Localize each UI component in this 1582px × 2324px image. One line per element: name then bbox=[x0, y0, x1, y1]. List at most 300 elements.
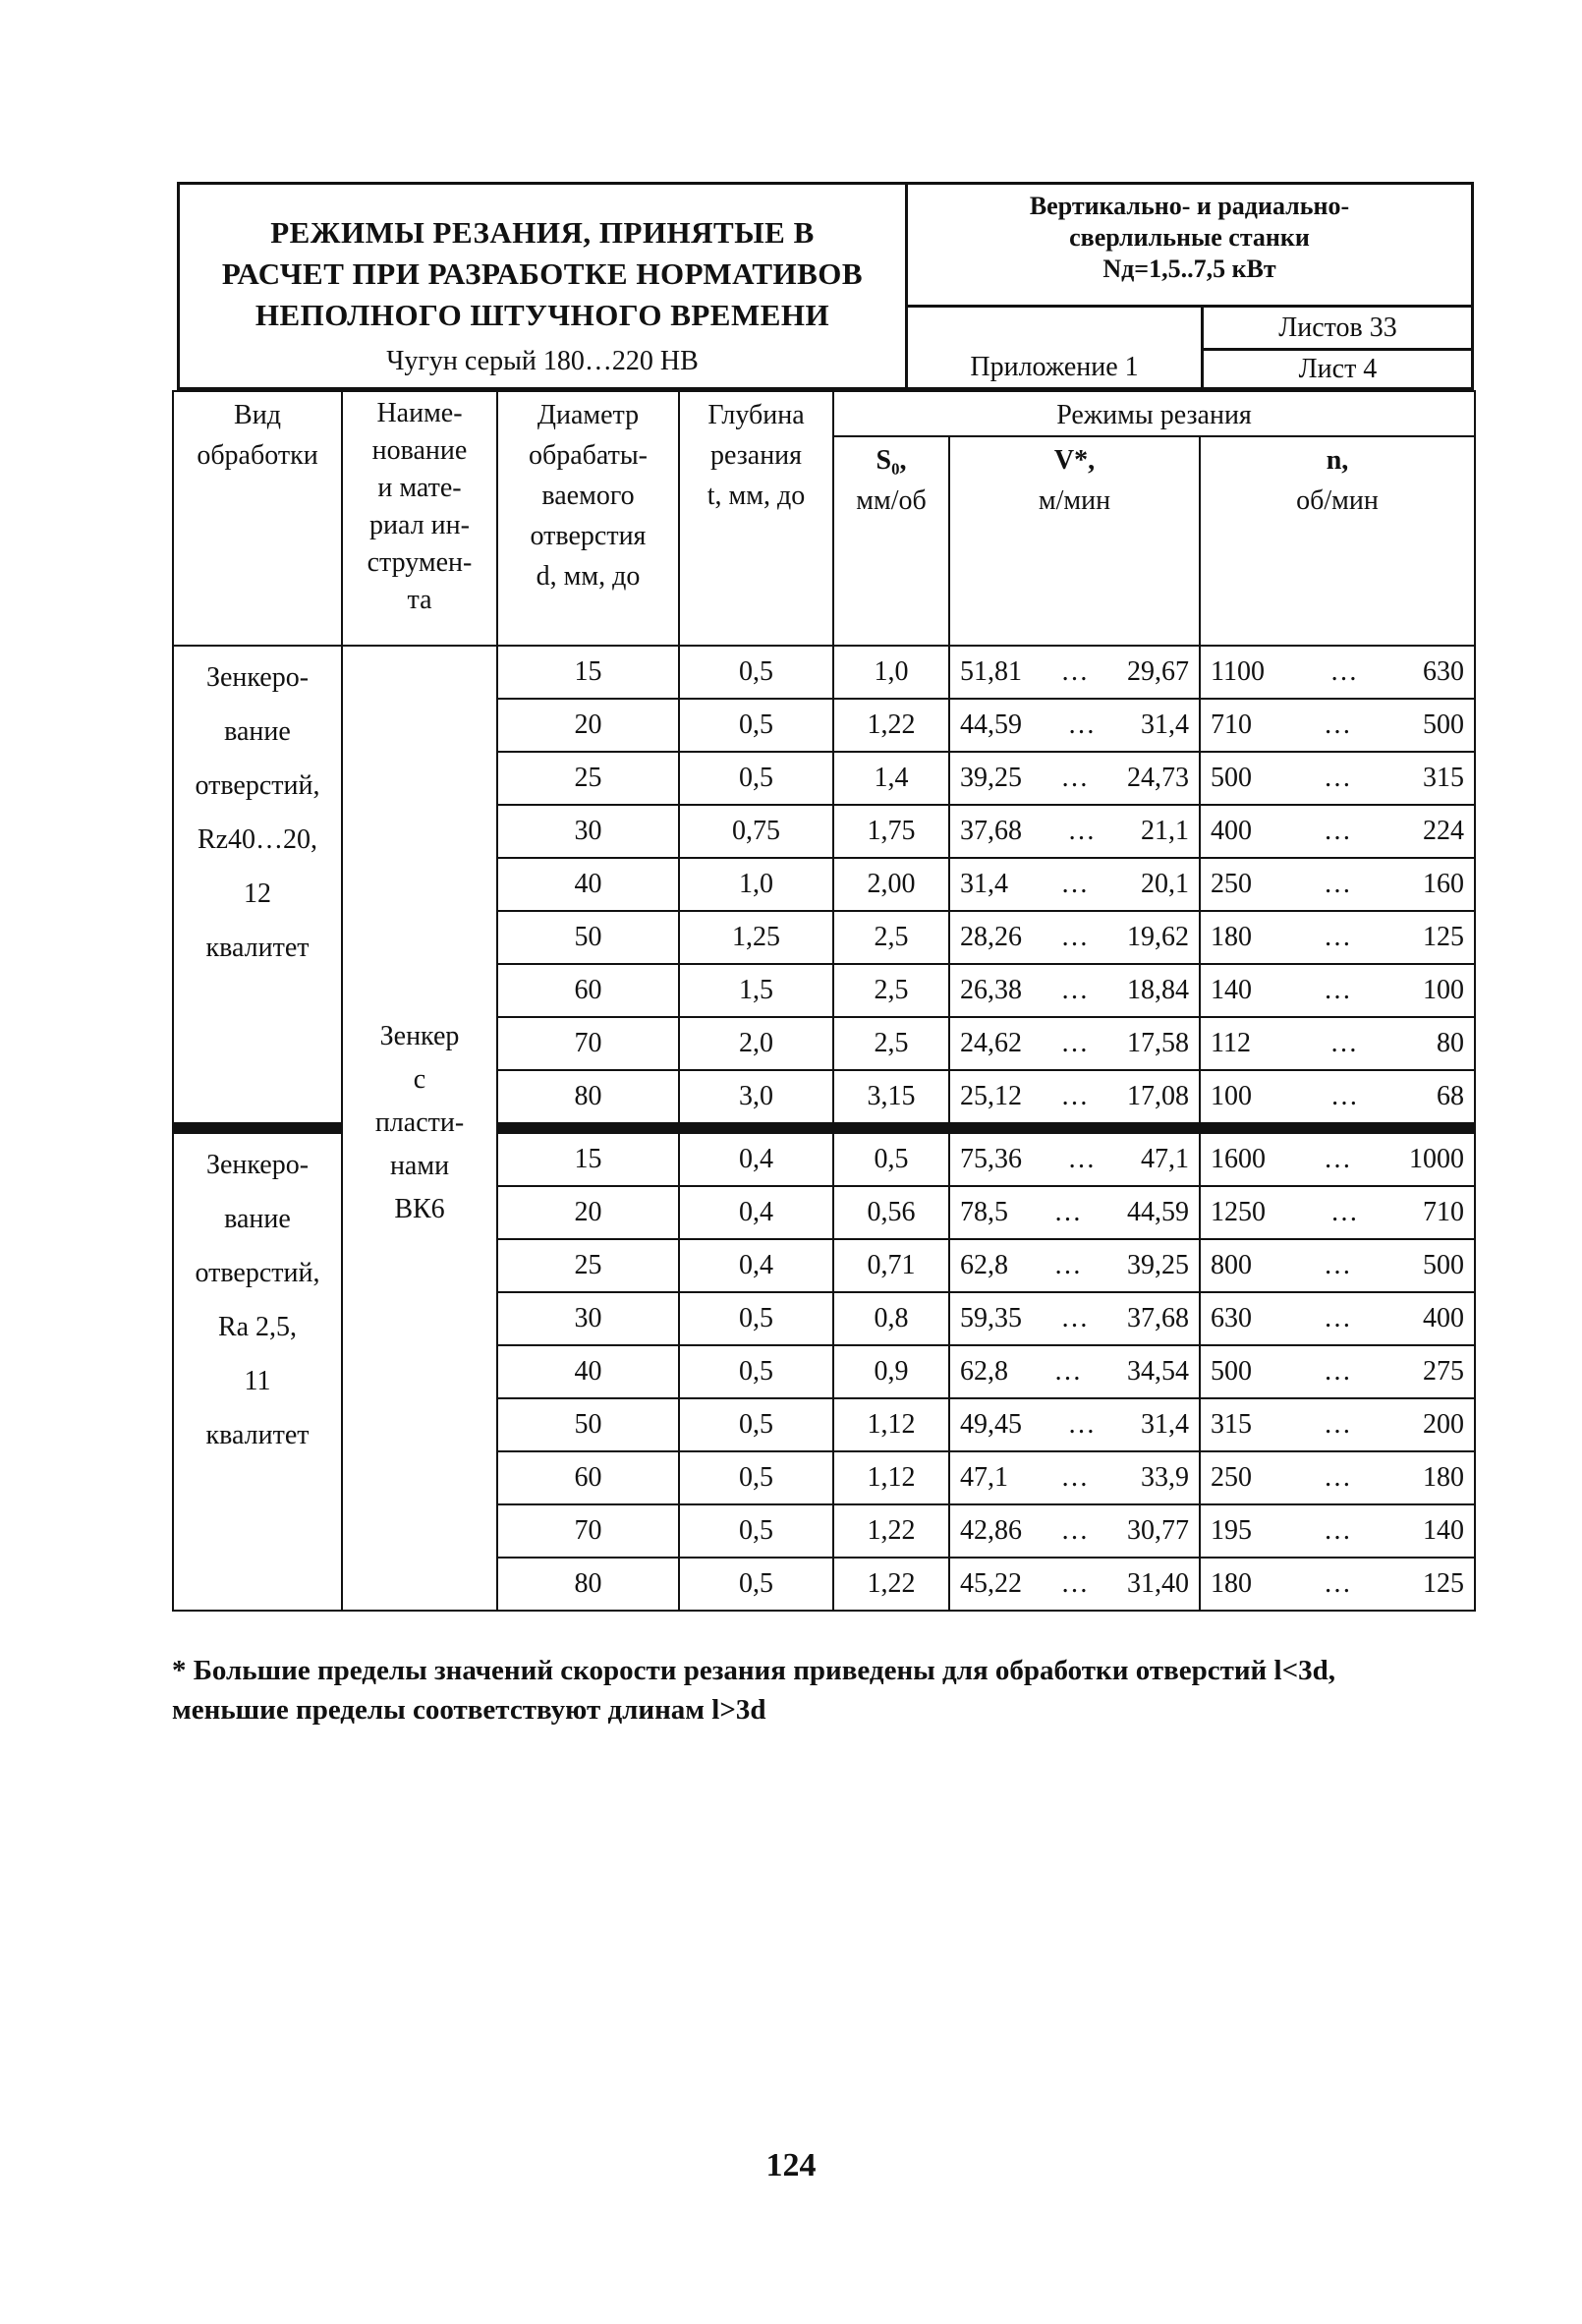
footnote-line: * Большие пределы значений скорости резания приведены для обработки отверстий l<3d, bbox=[172, 1655, 1335, 1686]
separator-cell bbox=[173, 1123, 342, 1133]
tool-line: с bbox=[413, 1064, 426, 1095]
range-dots: … bbox=[1324, 709, 1352, 740]
cell-feed: 1,22 bbox=[833, 1558, 949, 1611]
range-dots: … bbox=[1053, 1356, 1082, 1387]
range-dots: … bbox=[1060, 1515, 1089, 1546]
range-min: 630 bbox=[1211, 1303, 1252, 1333]
vid-line: отверстий, bbox=[195, 1258, 320, 1288]
cell-feed: 2,5 bbox=[833, 1017, 949, 1070]
vid-line: 12 bbox=[244, 879, 271, 909]
sheet-number: Лист 4 bbox=[1298, 354, 1378, 384]
vid-line: Зенкеро- bbox=[205, 662, 310, 693]
col-header-s0 bbox=[833, 436, 949, 646]
cell-diameter: 25 bbox=[497, 1239, 679, 1292]
range-max: 44,59 bbox=[1127, 1197, 1189, 1227]
cell-depth: 1,0 bbox=[679, 858, 833, 911]
vid-line: квалитет bbox=[205, 933, 310, 963]
vid-line: Зенкеро- bbox=[205, 1150, 310, 1180]
range-min: 59,35 bbox=[960, 1303, 1022, 1333]
range-wrap bbox=[1201, 869, 1474, 900]
range-wrap bbox=[950, 1250, 1199, 1281]
cell-processing-type bbox=[173, 646, 342, 1123]
range-min: 26,38 bbox=[960, 975, 1022, 1005]
separator-cell bbox=[679, 1123, 833, 1133]
range-min: 31,4 bbox=[960, 869, 1008, 899]
range-min: 62,8 bbox=[960, 1356, 1008, 1387]
cell-depth: 0,5 bbox=[679, 1345, 833, 1398]
cell-feed: 0,8 bbox=[833, 1292, 949, 1345]
cell-depth: 0,4 bbox=[679, 1133, 833, 1186]
cell-speed bbox=[949, 964, 1200, 1017]
header-text: обрабаты- bbox=[529, 440, 648, 471]
range-wrap bbox=[950, 1028, 1199, 1059]
range-min: 78,5 bbox=[960, 1197, 1008, 1227]
range-max: 68 bbox=[1437, 1081, 1465, 1111]
range-min: 500 bbox=[1211, 763, 1252, 793]
range-wrap bbox=[1201, 922, 1474, 953]
range-min: 49,45 bbox=[960, 1409, 1022, 1440]
range-min: 180 bbox=[1211, 922, 1252, 952]
range-max: 18,84 bbox=[1127, 975, 1189, 1005]
cell-rpm bbox=[1200, 752, 1475, 805]
range-dots: … bbox=[1324, 1515, 1352, 1546]
range-min: 195 bbox=[1211, 1515, 1252, 1546]
cell-depth: 0,5 bbox=[679, 1504, 833, 1558]
cell-speed bbox=[949, 1133, 1200, 1186]
range-wrap bbox=[1201, 1197, 1474, 1228]
header-text: об/мин bbox=[1296, 485, 1379, 516]
range-min: 45,22 bbox=[960, 1568, 1022, 1599]
range-max: 275 bbox=[1423, 1356, 1465, 1387]
range-min: 500 bbox=[1211, 1356, 1252, 1387]
header-title-cell bbox=[180, 185, 908, 387]
document-title bbox=[180, 212, 905, 336]
range-max: 180 bbox=[1423, 1462, 1465, 1493]
header-info-cell bbox=[908, 185, 1471, 387]
range-dots: … bbox=[1324, 1356, 1352, 1387]
range-min: 112 bbox=[1211, 1028, 1251, 1058]
cell-rpm bbox=[1200, 1292, 1475, 1345]
page-number: 124 bbox=[765, 2147, 817, 2183]
range-min: 180 bbox=[1211, 1568, 1252, 1599]
cell-feed: 1,75 bbox=[833, 805, 949, 858]
range-min: 400 bbox=[1211, 816, 1252, 846]
range-max: 80 bbox=[1437, 1028, 1465, 1058]
cell-diameter: 50 bbox=[497, 1398, 679, 1451]
range-max: 19,62 bbox=[1127, 922, 1189, 952]
header-text: мм/об bbox=[856, 485, 927, 516]
range-wrap bbox=[1201, 816, 1474, 847]
cell-speed bbox=[949, 752, 1200, 805]
range-max: 500 bbox=[1423, 1250, 1465, 1280]
col-header-vid bbox=[173, 391, 342, 646]
sheets-total: Листов 33 bbox=[1278, 312, 1397, 343]
cell-diameter: 80 bbox=[497, 1070, 679, 1123]
range-dots: … bbox=[1324, 869, 1352, 899]
cell-depth: 0,75 bbox=[679, 805, 833, 858]
cell-diameter: 20 bbox=[497, 699, 679, 752]
range-min: 75,36 bbox=[960, 1144, 1022, 1174]
range-wrap bbox=[1201, 1515, 1474, 1547]
range-dots: … bbox=[1324, 1409, 1352, 1440]
cell-feed: 3,15 bbox=[833, 1070, 949, 1123]
range-wrap bbox=[950, 1081, 1199, 1112]
range-wrap bbox=[950, 1409, 1199, 1441]
range-wrap bbox=[950, 656, 1199, 688]
range-max: 34,54 bbox=[1127, 1356, 1189, 1387]
cell-depth: 1,25 bbox=[679, 911, 833, 964]
cell-speed bbox=[949, 1292, 1200, 1345]
range-dots: … bbox=[1053, 1250, 1082, 1280]
header-text: S₀, bbox=[876, 445, 907, 476]
cell-rpm bbox=[1200, 805, 1475, 858]
cell-speed bbox=[949, 1558, 1200, 1611]
cell-rpm bbox=[1200, 1133, 1475, 1186]
separator-cell bbox=[949, 1123, 1200, 1133]
cell-speed bbox=[949, 1070, 1200, 1123]
range-wrap bbox=[1201, 1081, 1474, 1112]
header-text: Наиме- bbox=[376, 398, 463, 428]
cell-feed: 0,56 bbox=[833, 1186, 949, 1239]
range-min: 51,81 bbox=[960, 656, 1022, 687]
tool-line: ВК6 bbox=[394, 1194, 445, 1224]
range-min: 39,25 bbox=[960, 763, 1022, 793]
range-min: 140 bbox=[1211, 975, 1252, 1005]
cell-speed bbox=[949, 805, 1200, 858]
range-max: 500 bbox=[1423, 709, 1465, 740]
range-dots: … bbox=[1324, 975, 1352, 1005]
header-text: обработки bbox=[197, 440, 318, 471]
machine-type bbox=[908, 191, 1471, 285]
col-header-v bbox=[949, 436, 1200, 646]
range-wrap bbox=[950, 869, 1199, 900]
header-text: Диаметр bbox=[537, 400, 640, 430]
header-text: отверстия bbox=[530, 521, 647, 551]
cell-diameter: 30 bbox=[497, 805, 679, 858]
header-text: риал ин- bbox=[369, 510, 470, 540]
range-max: 37,68 bbox=[1127, 1303, 1189, 1333]
cell-depth: 0,5 bbox=[679, 1292, 833, 1345]
range-dots: … bbox=[1060, 1028, 1089, 1058]
range-max: 710 bbox=[1423, 1197, 1465, 1227]
range-dots: … bbox=[1329, 656, 1358, 687]
range-max: 47,1 bbox=[1141, 1144, 1189, 1174]
cell-feed: 1,12 bbox=[833, 1451, 949, 1504]
range-min: 250 bbox=[1211, 1462, 1252, 1493]
range-wrap bbox=[950, 922, 1199, 953]
cell-diameter: 20 bbox=[497, 1186, 679, 1239]
title-line: РАСЧЕТ ПРИ РАЗРАБОТКЕ НОРМАТИВОВ bbox=[221, 256, 864, 291]
range-max: 31,4 bbox=[1141, 709, 1189, 740]
range-max: 33,9 bbox=[1141, 1462, 1189, 1493]
cell-depth: 0,5 bbox=[679, 699, 833, 752]
cell-rpm bbox=[1200, 1451, 1475, 1504]
range-dots: … bbox=[1060, 1081, 1089, 1111]
cell-rpm bbox=[1200, 1017, 1475, 1070]
range-min: 42,86 bbox=[960, 1515, 1022, 1546]
cell-diameter: 60 bbox=[497, 1451, 679, 1504]
range-wrap bbox=[950, 975, 1199, 1006]
cell-feed: 1,12 bbox=[833, 1398, 949, 1451]
range-dots: … bbox=[1330, 1197, 1359, 1227]
range-min: 100 bbox=[1211, 1081, 1252, 1111]
cell-rpm bbox=[1200, 699, 1475, 752]
vid-line: вание bbox=[224, 1204, 291, 1234]
tool-line: нами bbox=[389, 1151, 450, 1181]
range-dots: … bbox=[1324, 1144, 1352, 1174]
col-header-tool bbox=[342, 391, 497, 646]
range-dots: … bbox=[1324, 1462, 1352, 1493]
range-dots: … bbox=[1324, 922, 1352, 952]
vid-line: 11 bbox=[244, 1366, 271, 1396]
cell-rpm bbox=[1200, 911, 1475, 964]
vid-line: Rz40…20, bbox=[197, 824, 318, 855]
cell-diameter: 15 bbox=[497, 646, 679, 699]
range-wrap bbox=[950, 1515, 1199, 1547]
cell-speed bbox=[949, 1504, 1200, 1558]
cell-speed bbox=[949, 858, 1200, 911]
range-max: 31,4 bbox=[1141, 1409, 1189, 1440]
range-min: 24,62 bbox=[960, 1028, 1022, 1058]
cell-diameter: 50 bbox=[497, 911, 679, 964]
cell-feed: 2,00 bbox=[833, 858, 949, 911]
range-max: 200 bbox=[1423, 1409, 1465, 1440]
cell-depth: 0,5 bbox=[679, 1558, 833, 1611]
range-max: 24,73 bbox=[1127, 763, 1189, 793]
range-dots: … bbox=[1060, 922, 1089, 952]
cell-depth: 0,4 bbox=[679, 1239, 833, 1292]
range-min: 315 bbox=[1211, 1409, 1252, 1440]
range-dots: … bbox=[1067, 709, 1096, 740]
range-max: 21,1 bbox=[1141, 816, 1189, 846]
machine-line: Вертикально- и радиально- bbox=[1029, 192, 1350, 220]
machine-line: сверлильные станки bbox=[1069, 223, 1310, 252]
separator-cell bbox=[497, 1123, 679, 1133]
range-wrap bbox=[1201, 1028, 1474, 1059]
cell-feed: 0,9 bbox=[833, 1345, 949, 1398]
range-dots: … bbox=[1060, 869, 1089, 899]
range-dots: … bbox=[1324, 1250, 1352, 1280]
range-max: 39,25 bbox=[1127, 1250, 1189, 1280]
header-text: n, bbox=[1326, 445, 1349, 476]
range-wrap bbox=[1201, 1568, 1474, 1600]
range-dots: … bbox=[1060, 1462, 1089, 1493]
range-min: 1250 bbox=[1211, 1197, 1266, 1227]
range-dots: … bbox=[1324, 1568, 1352, 1599]
range-min: 800 bbox=[1211, 1250, 1252, 1280]
col-header-modes: Режимы резания bbox=[833, 391, 1475, 436]
header-text: м/мин bbox=[1038, 485, 1111, 516]
range-dots: … bbox=[1060, 1568, 1089, 1599]
cell-depth: 0,4 bbox=[679, 1186, 833, 1239]
cell-speed bbox=[949, 1345, 1200, 1398]
range-max: 20,1 bbox=[1141, 869, 1189, 899]
tool-line: пласти- bbox=[374, 1107, 465, 1138]
range-wrap bbox=[1201, 1303, 1474, 1334]
range-max: 125 bbox=[1423, 1568, 1465, 1599]
cell-rpm bbox=[1200, 1398, 1475, 1451]
range-wrap bbox=[950, 1303, 1199, 1334]
range-max: 1000 bbox=[1409, 1144, 1465, 1174]
range-wrap bbox=[950, 1356, 1199, 1388]
cell-diameter: 80 bbox=[497, 1558, 679, 1611]
header-text: Глубина bbox=[707, 400, 805, 430]
header-text: струмен- bbox=[367, 547, 473, 578]
range-dots: … bbox=[1330, 1081, 1359, 1111]
range-dots: … bbox=[1060, 763, 1089, 793]
col-header-depth bbox=[679, 391, 833, 646]
range-dots: … bbox=[1324, 1303, 1352, 1333]
range-max: 30,77 bbox=[1127, 1515, 1189, 1546]
cell-rpm bbox=[1200, 1504, 1475, 1558]
header-text: резания bbox=[709, 440, 803, 471]
col-header-diameter bbox=[497, 391, 679, 646]
cell-speed bbox=[949, 1398, 1200, 1451]
cell-depth: 3,0 bbox=[679, 1070, 833, 1123]
range-min: 250 bbox=[1211, 869, 1252, 899]
cell-feed: 1,22 bbox=[833, 1504, 949, 1558]
cell-diameter: 40 bbox=[497, 858, 679, 911]
cell-depth: 2,0 bbox=[679, 1017, 833, 1070]
cutting-modes-table bbox=[172, 390, 1476, 1612]
range-wrap bbox=[950, 763, 1199, 794]
range-dots: … bbox=[1067, 816, 1096, 846]
range-wrap bbox=[1201, 709, 1474, 741]
header-block bbox=[177, 182, 1474, 390]
cell-feed: 2,5 bbox=[833, 964, 949, 1017]
cell-rpm bbox=[1200, 1186, 1475, 1239]
range-min: 25,12 bbox=[960, 1081, 1022, 1111]
range-min: 44,59 bbox=[960, 709, 1022, 740]
cell-diameter: 70 bbox=[497, 1017, 679, 1070]
cell-depth: 0,5 bbox=[679, 646, 833, 699]
vid-line: квалитет bbox=[205, 1420, 310, 1450]
range-wrap bbox=[1201, 656, 1474, 688]
tool-text bbox=[343, 1015, 496, 1231]
range-max: 140 bbox=[1423, 1515, 1465, 1546]
range-dots: … bbox=[1324, 816, 1352, 846]
range-wrap bbox=[950, 816, 1199, 847]
range-min: 28,26 bbox=[960, 922, 1022, 952]
cell-speed bbox=[949, 699, 1200, 752]
header-text: и мате- bbox=[377, 473, 462, 503]
range-max: 630 bbox=[1423, 656, 1465, 687]
cell-depth: 0,5 bbox=[679, 1451, 833, 1504]
range-min: 1600 bbox=[1211, 1144, 1266, 1174]
cell-diameter: 30 bbox=[497, 1292, 679, 1345]
cell-rpm bbox=[1200, 1070, 1475, 1123]
header-text: V*, bbox=[1053, 445, 1096, 476]
header-text: t, мм, до bbox=[706, 481, 806, 511]
range-dots: … bbox=[1067, 1409, 1096, 1440]
footnote-line: меньшие пределы соответствуют длинам l>3d bbox=[172, 1694, 766, 1726]
cell-speed bbox=[949, 1451, 1200, 1504]
range-wrap bbox=[1201, 763, 1474, 794]
range-min: 37,68 bbox=[960, 816, 1022, 846]
range-wrap bbox=[1201, 1144, 1474, 1175]
cell-tool bbox=[342, 646, 497, 1611]
cell-diameter: 60 bbox=[497, 964, 679, 1017]
footnote bbox=[172, 1651, 1489, 1729]
cell-speed bbox=[949, 1186, 1200, 1239]
cell-speed bbox=[949, 1239, 1200, 1292]
cell-diameter: 25 bbox=[497, 752, 679, 805]
cell-diameter: 40 bbox=[497, 1345, 679, 1398]
cell-rpm bbox=[1200, 858, 1475, 911]
range-dots: … bbox=[1329, 1028, 1358, 1058]
cell-speed bbox=[949, 646, 1200, 699]
header-text: d, мм, до bbox=[536, 561, 641, 592]
range-wrap bbox=[950, 1462, 1199, 1494]
appendix-label: Приложение 1 bbox=[970, 352, 1139, 382]
cell-rpm bbox=[1200, 1345, 1475, 1398]
cell-diameter: 70 bbox=[497, 1504, 679, 1558]
material-label: Чугун серый 180…220 НВ bbox=[386, 346, 699, 376]
vid-line: отверстий, bbox=[195, 770, 320, 801]
title-line: НЕПОЛНОГО ШТУЧНОГО ВРЕМЕНИ bbox=[254, 298, 830, 332]
range-max: 100 bbox=[1423, 975, 1465, 1005]
tool-line: Зенкер bbox=[379, 1021, 460, 1051]
cell-rpm bbox=[1200, 1558, 1475, 1611]
range-dots: … bbox=[1324, 763, 1352, 793]
range-wrap bbox=[950, 1568, 1199, 1600]
range-max: 400 bbox=[1423, 1303, 1465, 1333]
cell-feed: 1,4 bbox=[833, 752, 949, 805]
separator-cell bbox=[833, 1123, 949, 1133]
range-max: 315 bbox=[1423, 763, 1465, 793]
col-header-n bbox=[1200, 436, 1475, 646]
cell-feed: 0,5 bbox=[833, 1133, 949, 1186]
title-line: РЕЖИМЫ РЕЗАНИЯ, ПРИНЯТЫЕ В bbox=[270, 215, 815, 250]
cell-feed: 2,5 bbox=[833, 911, 949, 964]
range-max: 31,40 bbox=[1127, 1568, 1189, 1599]
range-dots: … bbox=[1060, 975, 1089, 1005]
range-wrap bbox=[1201, 1409, 1474, 1441]
range-min: 1100 bbox=[1211, 656, 1265, 687]
range-dots: … bbox=[1067, 1144, 1096, 1174]
cell-rpm bbox=[1200, 964, 1475, 1017]
separator-cell bbox=[1200, 1123, 1475, 1133]
cell-depth: 0,5 bbox=[679, 752, 833, 805]
divider bbox=[908, 305, 1471, 308]
cell-feed: 1,22 bbox=[833, 699, 949, 752]
range-wrap bbox=[950, 1197, 1199, 1228]
range-dots: … bbox=[1060, 1303, 1089, 1333]
cell-rpm bbox=[1200, 646, 1475, 699]
range-min: 62,8 bbox=[960, 1250, 1008, 1280]
range-max: 29,67 bbox=[1127, 656, 1189, 687]
range-wrap bbox=[1201, 1250, 1474, 1281]
range-wrap bbox=[1201, 1356, 1474, 1388]
range-max: 17,58 bbox=[1127, 1028, 1189, 1058]
header-text: Вид bbox=[234, 400, 281, 430]
cell-diameter: 15 bbox=[497, 1133, 679, 1186]
cell-depth: 1,5 bbox=[679, 964, 833, 1017]
range-min: 710 bbox=[1211, 709, 1252, 740]
cell-speed bbox=[949, 1017, 1200, 1070]
range-wrap bbox=[1201, 1462, 1474, 1494]
cell-speed bbox=[949, 911, 1200, 964]
range-dots: … bbox=[1060, 656, 1089, 687]
range-wrap bbox=[950, 1144, 1199, 1175]
header-text: та bbox=[407, 585, 432, 615]
cell-feed: 1,0 bbox=[833, 646, 949, 699]
cell-rpm bbox=[1200, 1239, 1475, 1292]
header-text: нование bbox=[371, 435, 468, 466]
vid-line: вание bbox=[224, 716, 291, 747]
range-max: 17,08 bbox=[1127, 1081, 1189, 1111]
divider bbox=[1201, 305, 1204, 387]
